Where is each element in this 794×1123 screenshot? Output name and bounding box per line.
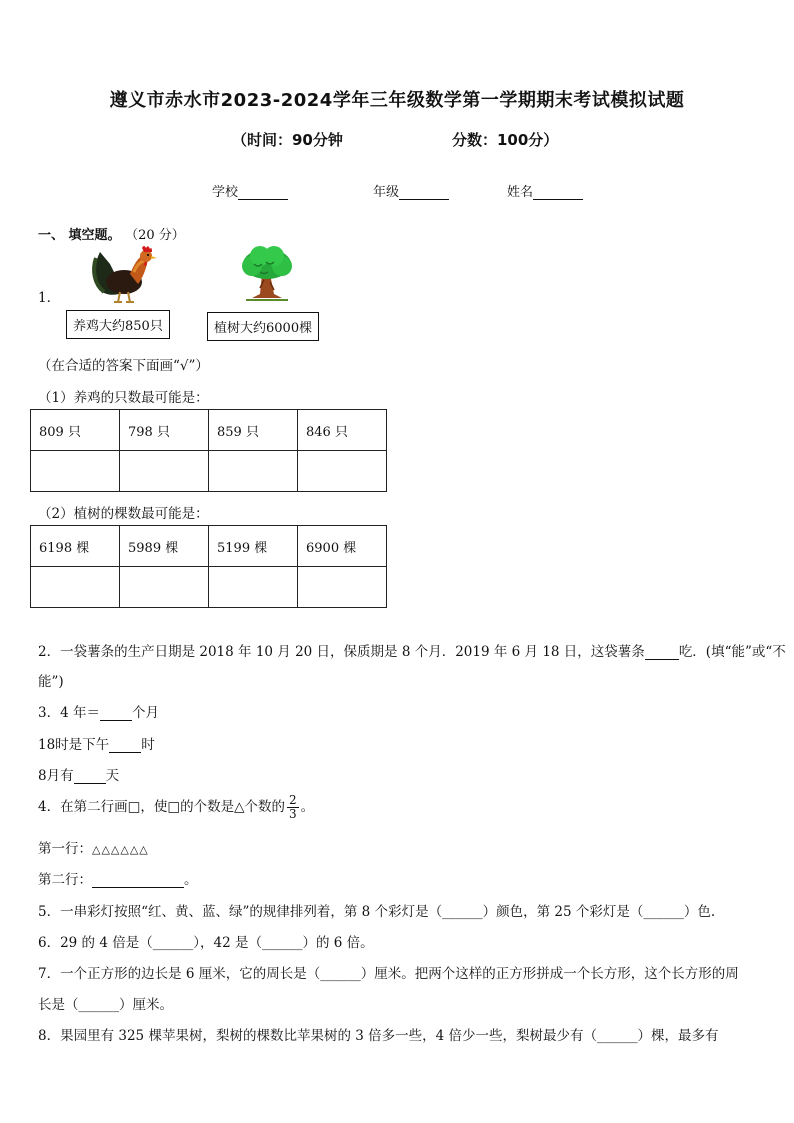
name-blank[interactable] bbox=[533, 185, 583, 200]
q3-blank-2[interactable] bbox=[109, 738, 141, 753]
answer-cell[interactable] bbox=[298, 451, 387, 492]
option-cell: 6198 棵 bbox=[31, 526, 120, 567]
q8-text: 8．果园里有 325 棵苹果树，梨树的棵数比苹果树的 3 倍多一些，4 倍少一些，梨树最少有（______）棵，最多有 bbox=[38, 1028, 719, 1044]
q3-unit: 个月 bbox=[131, 705, 159, 721]
q3-unit: 时 bbox=[141, 737, 155, 753]
rooster-image bbox=[90, 244, 160, 306]
q2-text-b: 吃．(填“能”或“不 bbox=[678, 644, 786, 660]
fraction-numerator: 2 bbox=[288, 793, 297, 807]
q7-line1: 7．一个正方形的边长是 6 厘米，它的周长是（______）厘米。把两个这样的正方形拼成一个长方形，这个长方形的周 bbox=[38, 966, 739, 982]
exam-score: 分数：100分） bbox=[452, 131, 559, 149]
q4-row2-end: 。 bbox=[184, 872, 198, 888]
answer-cell[interactable] bbox=[120, 567, 209, 608]
q3-blank-3[interactable] bbox=[74, 769, 106, 784]
section-title: 一、 填空题。 bbox=[38, 228, 121, 243]
q3-text: 8月有 bbox=[38, 768, 74, 784]
q1-part2-table bbox=[30, 525, 387, 608]
q2-blank[interactable] bbox=[645, 645, 679, 660]
q1-number: 1． bbox=[38, 290, 61, 306]
q1-part1-table bbox=[30, 409, 387, 492]
fraction-denominator: 3 bbox=[288, 807, 297, 821]
option-cell: 859 只 bbox=[209, 410, 298, 451]
q3-blank-1[interactable] bbox=[100, 706, 132, 721]
triangle-icons: △△△△△△ bbox=[92, 843, 149, 856]
option-cell: 846 只 bbox=[298, 410, 387, 451]
tree-label: 植树大约6000棵 bbox=[207, 312, 319, 341]
q3-line1 bbox=[38, 701, 159, 721]
answer-cell[interactable] bbox=[120, 451, 209, 492]
q4-text-a: 4．在第二行画□，使□的个数是△个数的 bbox=[38, 799, 285, 815]
school-field bbox=[212, 181, 288, 200]
answer-cell[interactable] bbox=[209, 567, 298, 608]
q1-instruction: （在合适的答案下面画“√”） bbox=[38, 358, 209, 374]
tree-image bbox=[238, 244, 296, 302]
q7-line2: 长是（______）厘米。 bbox=[38, 997, 173, 1013]
table-row bbox=[31, 410, 387, 451]
q6-text: 6．29 的 4 倍是（______），42 是（______）的 6 倍。 bbox=[38, 935, 374, 951]
option-cell: 5199 棵 bbox=[209, 526, 298, 567]
table-row bbox=[31, 451, 387, 492]
option-cell: 809 只 bbox=[31, 410, 120, 451]
q4-text-b: 。 bbox=[300, 799, 315, 815]
grade-field bbox=[373, 181, 449, 200]
q3-text: 18时是下午 bbox=[38, 737, 110, 753]
q1-part2-prompt: （2）植树的棵数最可能是： bbox=[38, 506, 209, 522]
grade-label: 年级 bbox=[373, 185, 400, 200]
answer-cell[interactable] bbox=[31, 567, 120, 608]
q5-text: 5．一串彩灯按照“红、黄、蓝、绿”的规律排列着，第 8 个彩灯是（______）颜色，第 25 个彩灯是（______）色. bbox=[38, 904, 716, 920]
q4-row1 bbox=[38, 837, 149, 857]
q3-line3 bbox=[38, 764, 119, 784]
exam-time: （时间：90分钟 bbox=[232, 131, 343, 149]
school-label: 学校 bbox=[212, 185, 239, 200]
q4-row1-label: 第一行： bbox=[38, 841, 92, 857]
section-points: （20 分） bbox=[125, 228, 185, 243]
q2-line2: 能”) bbox=[38, 674, 64, 690]
exam-title: 遵义市赤水市2023-2024学年三年级数学第一学期期末考试模拟试题 bbox=[109, 90, 685, 111]
rooster-label: 养鸡大约850只 bbox=[66, 310, 170, 339]
q4-row2-label: 第二行： bbox=[38, 872, 92, 888]
q1-part1-prompt: （1）养鸡的只数最可能是： bbox=[38, 390, 209, 406]
table-row bbox=[31, 526, 387, 567]
q4-row2 bbox=[38, 868, 198, 888]
grade-blank[interactable] bbox=[399, 185, 449, 200]
answer-cell[interactable] bbox=[209, 451, 298, 492]
section-heading bbox=[38, 224, 185, 243]
q3-unit: 天 bbox=[105, 768, 120, 784]
q2-text-a: 2．一袋薯条的生产日期是 2018 年 10 月 20 日，保质期是 8 个月．2019 年 6 月 18 日，这袋薯条 bbox=[38, 644, 645, 660]
option-cell: 6900 棵 bbox=[298, 526, 387, 567]
answer-cell[interactable] bbox=[298, 567, 387, 608]
q2-line1 bbox=[38, 640, 786, 660]
name-label: 姓名 bbox=[507, 185, 534, 200]
option-cell: 5989 棵 bbox=[120, 526, 209, 567]
q4-prompt bbox=[38, 794, 314, 821]
option-cell: 798 只 bbox=[120, 410, 209, 451]
q3-text: 3．4 年＝ bbox=[38, 705, 100, 721]
name-field bbox=[507, 181, 583, 200]
fraction bbox=[287, 794, 299, 821]
answer-cell[interactable] bbox=[31, 451, 120, 492]
q4-blank[interactable] bbox=[92, 873, 184, 888]
school-blank[interactable] bbox=[238, 185, 288, 200]
q3-line2 bbox=[38, 733, 155, 753]
table-row bbox=[31, 567, 387, 608]
